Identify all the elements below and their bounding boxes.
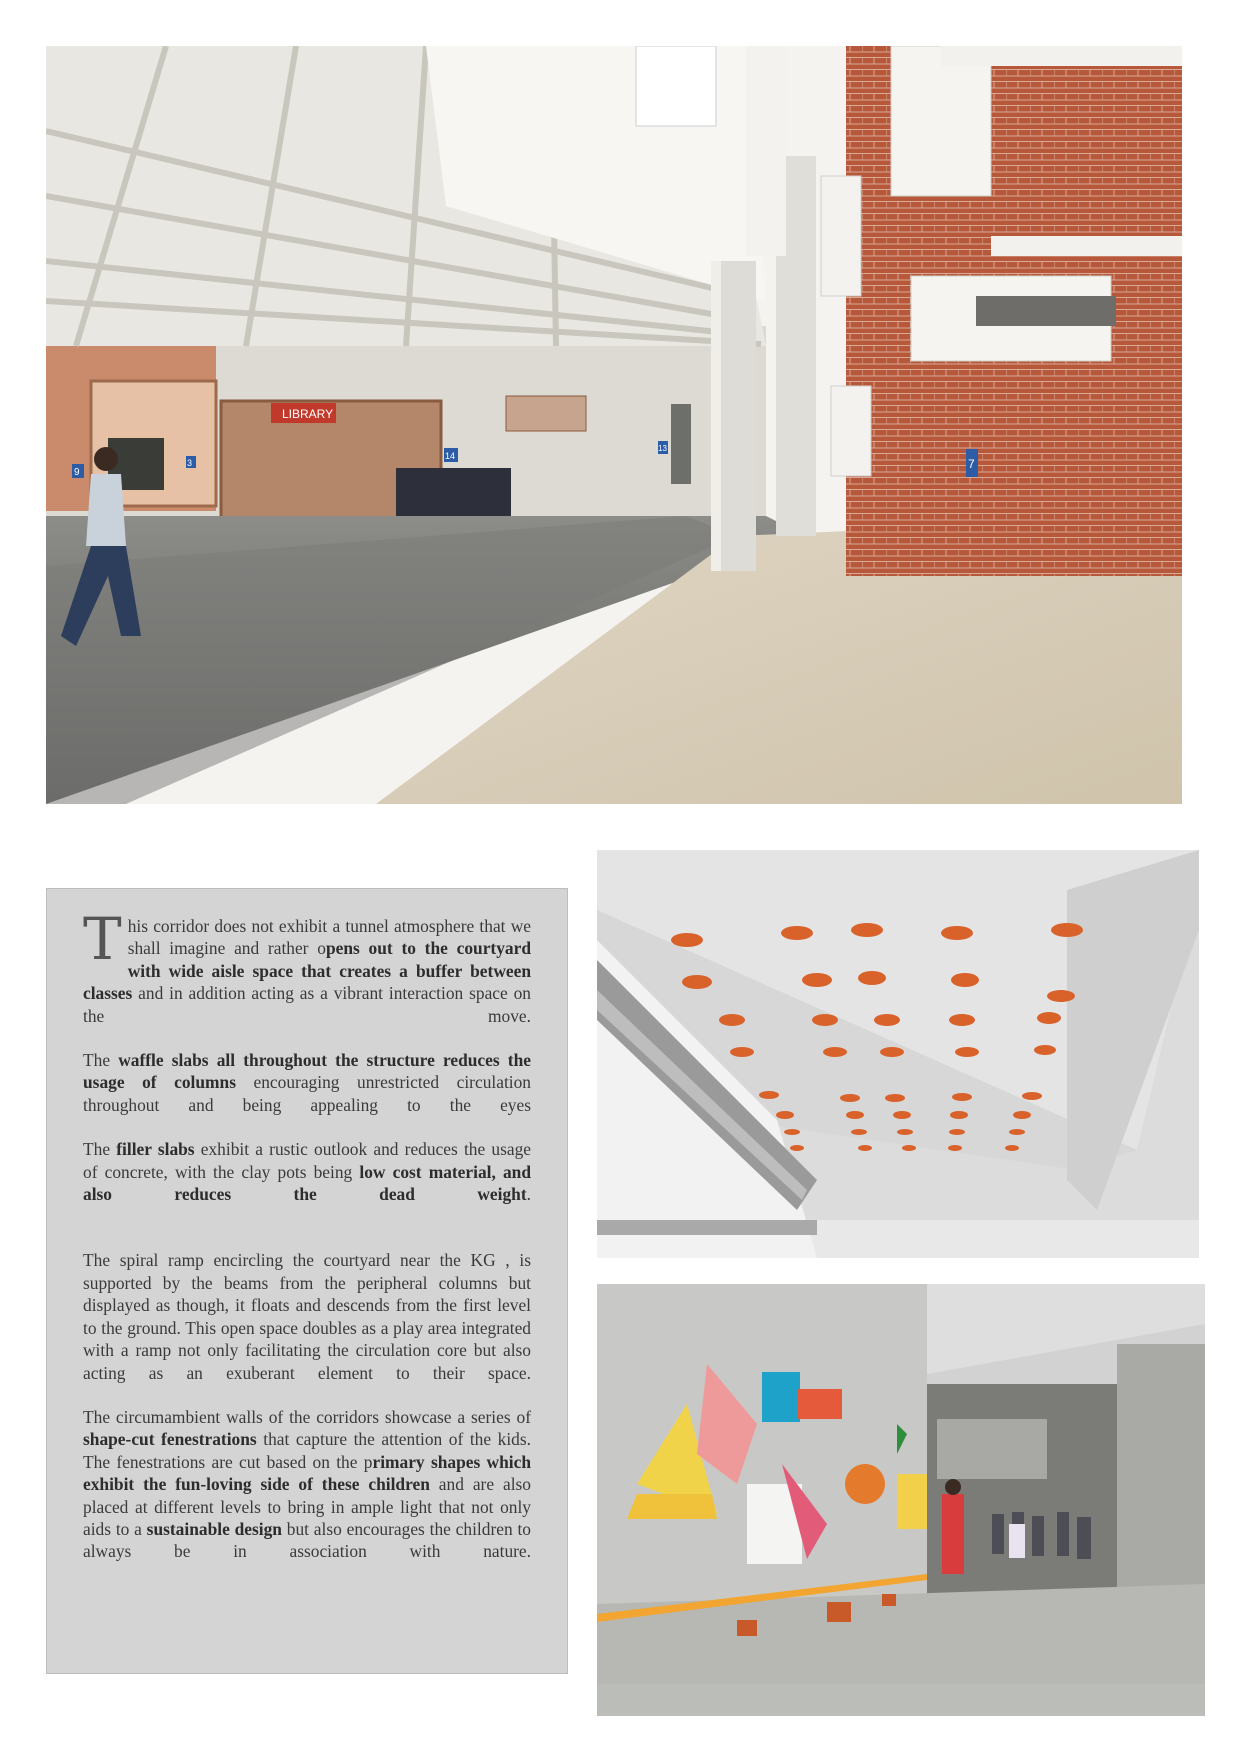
paragraph-corridor: This corridor does not exhibit a tunnel atmosphere that we shall imagine and rather opens out to the courtyard with wide aisle space that creates a buffer between classes and in addition acting as a vibrant interaction space on the move. [83, 905, 531, 1026]
svg-text:7: 7 [968, 457, 975, 471]
description-panel [46, 888, 568, 1674]
paragraph-spiral-ramp: The spiral ramp encircling the courtyard near the KG , is supported by the beams from the peripheral columns but displayed as though, it floats and descends from the first level to the ground. This open space doubles as a play area integrated with a ramp not only facilitating the circulation core but also acting as an exuberant element to their space. [83, 1250, 531, 1383]
paragraph-filler-slabs: The filler slabs exhibit a rustic outlook and reduces the usage of concrete, with the clay pots being low cost material, and also reduces the dead weight. [83, 1139, 531, 1205]
paragraph-fenestrations: The circumambient walls of the corridors showcase a series of shape-cut fenestrations that capture the attention of the kids. The fenestrations are cut based on the primary shapes which exhibit the fun-loving side of these children and are also placed at different levels to bring in ample light that not only aids to a sustainable design but also encourages the children to always be in association with nature. [83, 1406, 531, 1562]
svg-text:LIBRARY: LIBRARY [282, 407, 334, 421]
svg-text:9: 9 [74, 467, 80, 478]
filler-slab-ceiling-photo [597, 850, 1199, 1258]
svg-text:14: 14 [445, 451, 456, 461]
corridor-photo [46, 46, 1182, 804]
dropcap: T [83, 905, 122, 973]
fenestration-walls-photo [597, 1284, 1205, 1716]
svg-text:13: 13 [658, 444, 667, 453]
svg-text:3: 3 [187, 458, 193, 468]
paragraph-waffle-slabs: The waffle slabs all throughout the structure reduces the usage of columns encouraging unrestricted circulation throughout and being appealing to the eyes [83, 1050, 531, 1115]
